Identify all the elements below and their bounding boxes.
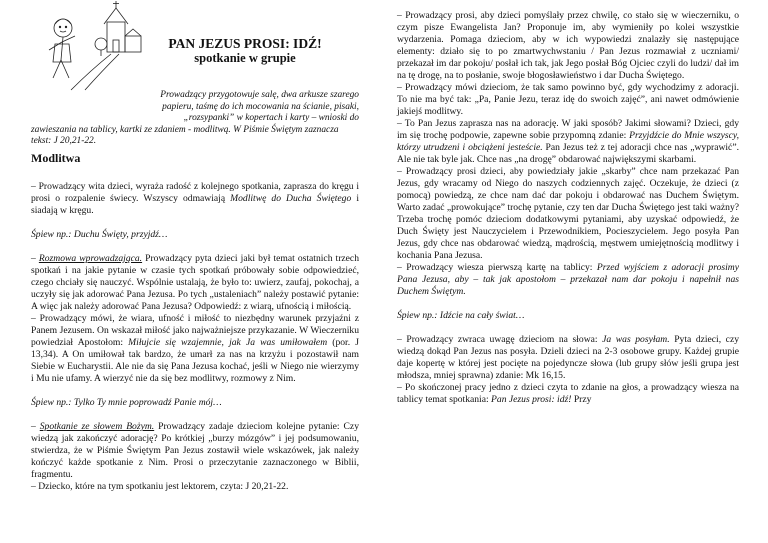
page-title: PAN JEZUS PROSI: IDŹ!: [168, 36, 322, 51]
paragraph: – Prowadzący prosi dzieci, aby powiedziały jakie „skarby” chce nam przekazać Pan Jezus, gdy wracamy od Niego do naszych codziennych zajęć. Oczekuje, że dzieci (z pomocą) powiedzą, ze chce nam dać dar pokoju i obdarować nas Duchem Świętym. Warto zadać „prowokujące” trochę pytanie, czy ten dar Ducha Świętego jest taki ważny? Trzeba trochę pomóc dzieciom dodatkowymi pytaniami, aby uzyskać odpowiedź, że Duch Święty jest Nauczycielem i Przewodnikiem, Pocieszycielem. Jego posyła Pan Jezus, gdy chce nas obdarować wiedzą, mądrością, męstwem umiejętnością modlitwy i kochania Pana Jezusa.: [397, 166, 739, 261]
paragraph: – To Pan Jezus zaprasza nas na adorację. W jaki sposób? Jakimi słowami? Dzieci, gdy im się trochę podpowie, zapewne sobie przypomną zdanie: Przyjdźcie do Mnie wszyscy, którzy utrudzeni i obciążeni jesteście. Pan Jezus też z tej adoracji chce nas „wyprawić”. Ale nie tak byle jak. Chce nas „na drogę” obdarować największymi skarbami.: [397, 118, 739, 165]
intro-note: [31, 90, 359, 148]
section-heading: Modlitwa: [31, 151, 81, 165]
paragraph: – Rozmowa wprowadzająca. Prowadzący pyta dzieci jaki był temat ostatnich trzech spotkań i na jakie pytanie w czasie tych spotkań próbowały sobie odpowiedzieć, czego chciały się nauczyć. Wspólnie ustalają, że było to: uwierz, zaufaj, pokochaj, a uczyły się jak adorować Pana Jezusa. Po tych „ustaleniach” należy postawić pytanie: A więc jak należy adorować Pana Jezusa? Odpowiedź: z wiarą, ufnością i miłością.: [31, 253, 359, 312]
paragraph: – Prowadzący mówi dzieciom, że tak samo powinno być, gdy wychodzimy z adoracji. To nie ma być tak: „Pa, Panie Jezu, teraz idę do swoich zajęć”, ani nawet odmówienie jakiejś modlitwy.: [397, 82, 739, 117]
paragraph: – Dziecko, które na tym spotkaniu jest lektorem, czyta: J 20,21-22.: [31, 481, 289, 492]
intro-line: zawieszania na tablicy, kartki ze zdaniem - modlitwą. W Piśmie Świętym zaznacza tekst: J 20,21-22.: [31, 124, 339, 146]
title-block: [131, 36, 359, 66]
intro-line: papieru, taśmę do ich mocowania na ścianie, pisaki,: [162, 101, 359, 112]
intro-line: „rozsypanki” w kopertach i karty – wnioski do: [183, 113, 359, 123]
left-body: [31, 181, 359, 493]
paragraph: – Prowadzący mówi, że wiara, ufność i miłość to niezbędny warunek przyjaźni z Panem Jezusem. On wskazał miłość jako najważniejsze przykazanie. W Wieczerniku powiedział Apostołom: Miłujcie się wzajemnie, jak Ja was umiłowałem (por. J 13,34). A On umiłował tak bardzo, że umarł za nas na krzyżu i pozostawił nam Siebie w Eucharystii. Ale nie da się Pana Jezusa kochać, jeśli w Niego nie wierzymy i Mu nie ufamy. A wierzyć nie da się bez modlitwy, rozmowy z Nim.: [31, 313, 359, 384]
song-note: Śpiew np.: Tylko Ty mnie poprowadź Panie mój…: [31, 397, 222, 408]
page-subtitle: spotkanie w grupie: [194, 51, 296, 65]
right-column: [397, 10, 739, 406]
paragraph: – Prowadzący zwraca uwagę dzieciom na słowa: Ja was posyłam. Pyta dzieci, czy wiedzą dokąd Pan Jezus nas posyła. Dzieli dzieci na 2-3 osobowe grupy. Każdej grupie daje kopertę w której jest pocięte na pojedyncze słowa (lub grupy słów jeśli grupa jest młodsza, mniej sprawna) zdanie: Mk 16,15.: [397, 334, 739, 381]
song-note: Śpiew np.: Idźcie na cały świat…: [397, 310, 525, 321]
paragraph: – Prowadzący wiesza pierwszą kartę na tablicy: Przed wyjściem z adoracji prosimy Pana Jezusa, aby – tak jak apostołom – przekazał nam dar pokoju i napełnił nas Duchem Świętym.: [397, 262, 739, 297]
song-note: Śpiew np.: Duchu Święty, przyjdź…: [31, 229, 168, 240]
intro-line: Prowadzący przygotowuje salę, dwa arkusze szarego: [160, 90, 359, 100]
paragraph: – Prowadzący wita dzieci, wyraża radość z kolejnego spotkania, zaprasza do kręgu i prosi o rozpalenie świecy. Wszyscy odmawiają Modlitwę do Ducha Świętego i siadają w kręgu.: [31, 181, 359, 216]
paragraph: – Po skończonej pracy jedno z dzieci czyta to zdanie na głos, a prowadzący wiesza na tablicy temat spotkania: Pan Jezus prosi: idź! Przy: [397, 382, 739, 405]
paragraph: – Prowadzący prosi, aby dzieci pomyślały przez chwilę, co stało się w wieczerniku, o czym pisze Ewangelista Jan? Proponuje im, aby wymieniły po kolei wszystkie wydarzenia. Pomaga dzieciom, aby w ich wypowiedzi znalazły się następujące elementy: działo się to po zmartwychwstaniu / Pan Jezus rozmawiał z uczniami/ przekazał im dar pokoju/ posłał ich tak, jak Jego posłał Bóg Ojciec czyli do ludzi/ dał im na tę drogę, na to posłanie, swoje błogosławieństwo i dar Ducha Świętego.: [397, 10, 739, 81]
paragraph: – Spotkanie ze słowem Bożym. Prowadzący zadaje dzieciom kolejne pytanie: Czy wiedzą jak zakończyć adorację? Po krótkiej „burzy mózgów” i jej podsumowaniu, stwierdza, że w Piśmie Świętym Pan Jezus zostawił wiele wskazówek, jak należy kończyć każde spotkanie z Nim. Prosi o przeczytanie zaznaczonego w Biblii, fragmentu.: [31, 421, 359, 480]
